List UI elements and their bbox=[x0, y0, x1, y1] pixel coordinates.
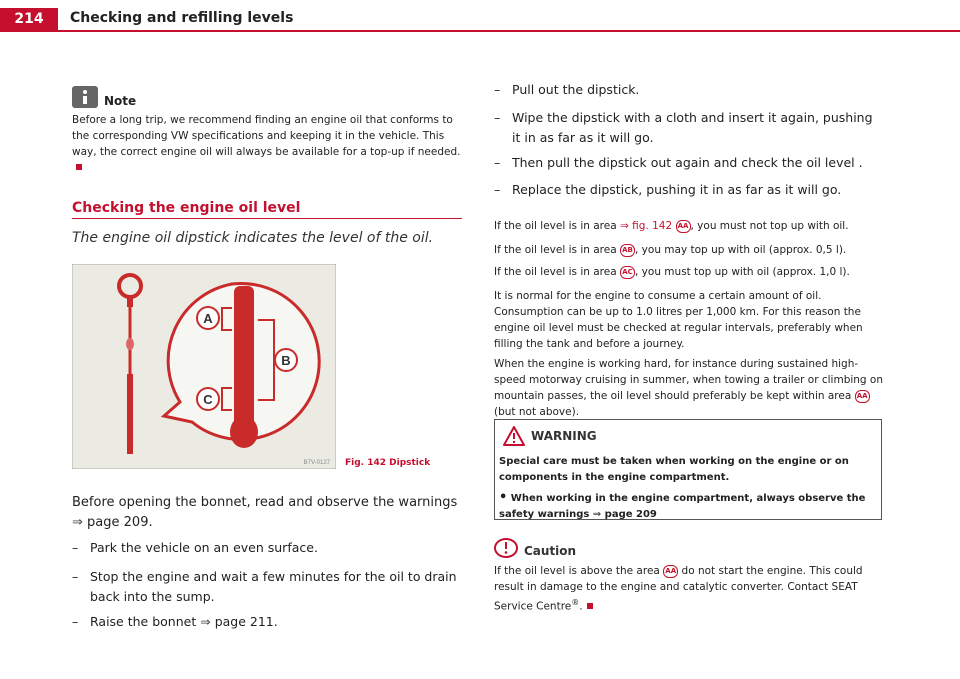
list-item bbox=[494, 80, 884, 100]
end-marker-icon bbox=[587, 603, 593, 609]
warning-label: WARNING bbox=[531, 429, 597, 443]
area-a-badge: AA bbox=[855, 390, 870, 403]
arrow-icon: ⇒ bbox=[592, 509, 602, 520]
level-c-text bbox=[494, 264, 884, 280]
note-body: Before a long trip, we recommend finding an engine oil that conforms to the corresponding VW specifications and keeping it in the vehicle. This way, the correct engine oil will always be available for a top-up if needed. bbox=[72, 114, 461, 158]
step-text: Stop the engine and wait a few minutes for the oil to drain back into the sump. bbox=[90, 569, 457, 604]
note-heading bbox=[72, 86, 136, 108]
step-text: Raise the bonnet bbox=[90, 614, 197, 629]
dash: – bbox=[494, 82, 501, 97]
arrow-icon: ⇒ bbox=[620, 220, 629, 232]
warning-line: When working in the engine compartment, always observe the safety warnings bbox=[499, 493, 866, 520]
step-text: Then pull the dipstick out again and check the oil level . bbox=[512, 155, 863, 170]
list-item bbox=[72, 538, 462, 558]
figure-ref-link[interactable]: fig. 142 bbox=[632, 220, 673, 232]
step-text: Replace the dipstick, pushing it in as far as it will go. bbox=[512, 182, 842, 197]
step-text-wrap bbox=[90, 612, 462, 632]
caution-line: do not start the engine. This could result in damage to the engine and catalytic converter. Contact SEAT Service Centre bbox=[494, 565, 863, 613]
figure-label-a: A bbox=[203, 311, 213, 326]
page-title: Checking and refilling levels bbox=[70, 10, 294, 26]
para-text: When the engine is working hard, for instance during sustained high-speed motorway cruising in summer, when towing a trailer or climbing on mountain passes, the oil level should preferably be kept within area bbox=[494, 358, 884, 402]
warning-bullet-item bbox=[499, 490, 877, 523]
list-item bbox=[494, 180, 884, 200]
caution-text bbox=[494, 563, 894, 615]
section-subtitle: The engine oil dipstick indicates the level of the oil. bbox=[72, 230, 434, 246]
step-text: Park the vehicle on an even surface. bbox=[90, 540, 318, 555]
page-number: 214 bbox=[0, 8, 58, 30]
dipstick-figure bbox=[72, 264, 336, 469]
header-rule bbox=[0, 30, 960, 32]
figure-label-b: B bbox=[281, 353, 291, 368]
intro-line: Before opening the bonnet, read and observe the warnings bbox=[72, 495, 458, 510]
warning-body bbox=[495, 454, 881, 523]
area-c-badge: AC bbox=[620, 266, 635, 279]
arrow-icon: ⇒ bbox=[200, 614, 211, 629]
dash: – bbox=[494, 182, 501, 197]
note-label: Note bbox=[104, 94, 137, 108]
level-text: If the oil level is in area bbox=[494, 244, 617, 256]
warning-triangle-icon bbox=[503, 426, 525, 446]
level-text: If the oil level is in area bbox=[494, 266, 617, 278]
warning-line: Special care must be taken when working on the engine or on components in the engine compartment. bbox=[499, 456, 849, 483]
level-a-text bbox=[494, 218, 884, 234]
warning-header bbox=[495, 420, 881, 452]
warning-page-ref[interactable]: page 209 bbox=[604, 509, 657, 520]
arrow-icon: ⇒ bbox=[72, 515, 83, 530]
level-b-text bbox=[494, 242, 884, 258]
list-item bbox=[494, 108, 884, 148]
para-text: (but not above). bbox=[494, 406, 580, 418]
dash: – bbox=[72, 569, 79, 584]
consumption-paragraph: It is normal for the engine to consume a certain amount of oil. Consumption can be up to 1.0 litres per 1,000 km. For this reason the engine oil level must be checked at regular intervals, preferably when filling the tank and before a journey. bbox=[494, 290, 863, 350]
end-marker-icon bbox=[76, 164, 82, 170]
figure-caption: Fig. 142 Dipstick bbox=[345, 458, 431, 468]
caution-exclamation-icon bbox=[494, 538, 518, 558]
figure-code: B7V-0127 bbox=[303, 460, 330, 466]
warning-box bbox=[494, 419, 882, 520]
dipstick-illustration bbox=[72, 264, 336, 469]
dash: – bbox=[72, 540, 79, 555]
list-item bbox=[72, 567, 462, 607]
dash: – bbox=[72, 614, 79, 629]
caution-label: Caution bbox=[524, 544, 577, 558]
intro-ref[interactable]: page 209. bbox=[87, 515, 153, 530]
list-item bbox=[494, 153, 884, 173]
level-text: , you must not top up with oil. bbox=[690, 220, 849, 232]
caution-line: If the oil level is above the area bbox=[494, 565, 660, 577]
figure-label-c: C bbox=[203, 392, 213, 407]
dash: – bbox=[494, 155, 501, 170]
level-text: , you must top up with oil (approx. 1,0 l). bbox=[635, 266, 850, 278]
level-text: , you may top up with oil (approx. 0,5 l). bbox=[635, 244, 847, 256]
section-heading: Checking the engine oil level bbox=[72, 200, 301, 216]
bullet: • bbox=[499, 490, 508, 505]
section-rule bbox=[72, 218, 462, 219]
step-ref[interactable]: page 211. bbox=[214, 614, 278, 629]
caution-heading bbox=[494, 538, 576, 558]
period: . bbox=[579, 600, 583, 613]
list-item bbox=[72, 612, 462, 632]
hard-work-paragraph bbox=[494, 356, 884, 420]
area-a-badge: AA bbox=[676, 220, 691, 233]
step-text: Wipe the dipstick with a cloth and insert it again, pushing it in as far as it will go. bbox=[512, 110, 873, 145]
area-b-badge: AB bbox=[620, 244, 635, 257]
info-icon bbox=[72, 86, 98, 108]
step-text: Pull out the dipstick. bbox=[512, 82, 640, 97]
area-a-badge: AA bbox=[663, 565, 678, 578]
intro-text bbox=[72, 493, 462, 533]
registered-mark: ® bbox=[571, 598, 580, 607]
note-text bbox=[72, 112, 462, 176]
dash: – bbox=[494, 110, 501, 125]
level-text: If the oil level is in area bbox=[494, 220, 617, 232]
